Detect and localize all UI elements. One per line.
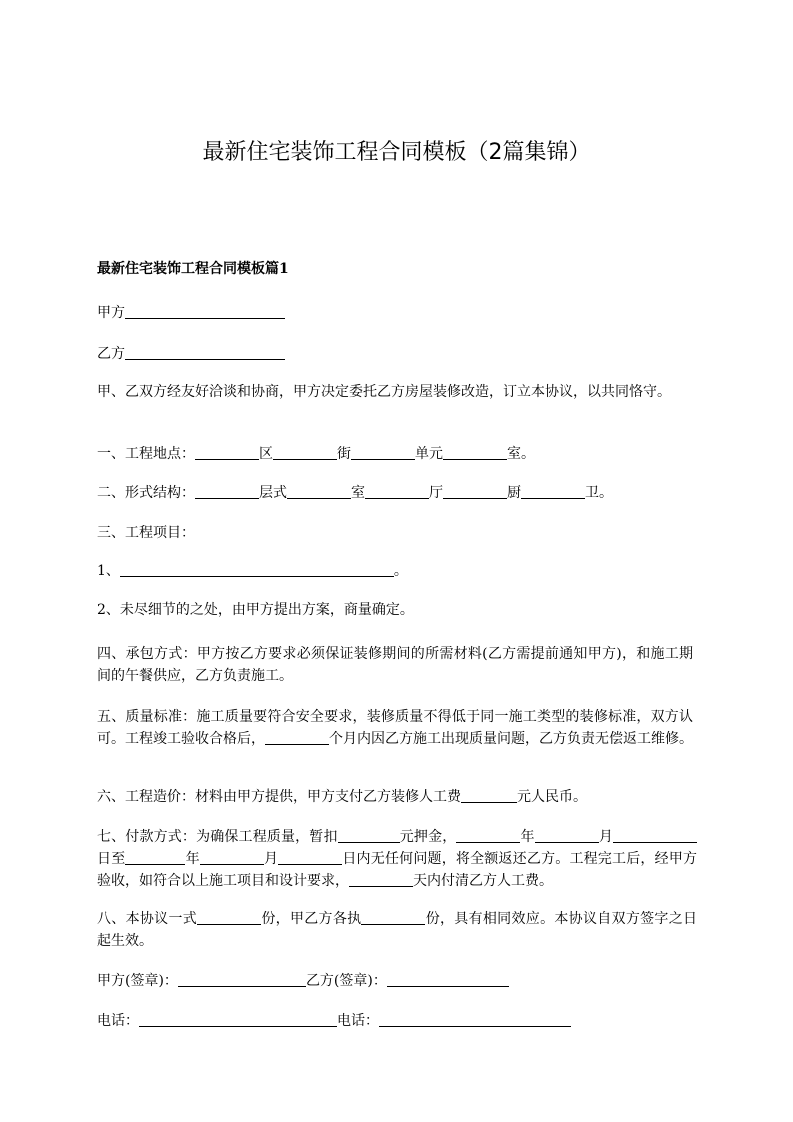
phone-a-blank <box>139 1012 337 1027</box>
clause-item-2: 2、未尽细节的之处，由甲方提出方案，商量确定。 <box>97 602 414 618</box>
blank <box>521 484 585 499</box>
clause-structure-label: 二、形式结构： <box>97 485 195 501</box>
payment-text: 天内付清乙方人工费。 <box>413 873 553 889</box>
payment-text: 元押金， <box>399 829 457 845</box>
phone-line <box>97 1010 697 1032</box>
unit-text: 区 <box>259 446 273 462</box>
blank <box>125 850 185 865</box>
unit-text: 层式 <box>259 485 287 501</box>
signature-a-blank <box>178 972 306 987</box>
blank <box>265 730 329 745</box>
clause-quality <box>97 706 693 750</box>
clause-items-heading: 三、工程项目： <box>97 525 195 541</box>
item-end: 。 <box>393 563 408 579</box>
payment-text: 年 <box>185 851 200 867</box>
clause-contract-mode: 四、承包方式：甲方按乙方要求必须保证装修期间的所需材料(乙方需提前通知甲方)，和施工期间的午餐供应，乙方负责施工。 <box>97 646 693 684</box>
signature-a-label: 甲方(签章)： <box>97 973 178 989</box>
unit-text: 室。 <box>507 446 535 462</box>
copies-text: 八、本协议一式 <box>97 911 198 927</box>
clause-location-label: 一、工程地点： <box>97 446 195 462</box>
phone-a-label: 电话： <box>97 1013 139 1029</box>
blank <box>443 445 507 460</box>
clause-quality-text-2: 个月内因乙方施工出现质量问题，乙方负责无偿返工维修。 <box>329 731 693 747</box>
clause-copies <box>97 908 697 952</box>
blank <box>365 484 429 499</box>
clause-item-1 <box>97 560 697 582</box>
party-b-blank <box>125 345 285 360</box>
payment-text: 年 <box>520 829 535 845</box>
copies-text: 份，具有相同效应。本协议自双方签字之日起生效。 <box>97 911 698 949</box>
document-title: 最新住宅装饰工程合同模板（2篇集锦） <box>202 140 591 165</box>
blank <box>287 484 351 499</box>
blank <box>456 828 520 843</box>
clause-location <box>97 443 697 465</box>
payment-text: 七、付款方式：为确保工程质量，暂扣 <box>97 829 338 845</box>
party-a-line <box>97 302 697 324</box>
phone-b-label: 电话： <box>337 1013 379 1029</box>
party-a-blank <box>125 304 285 319</box>
payment-text: 月 <box>598 829 614 845</box>
blank <box>349 872 413 887</box>
blank <box>461 788 517 803</box>
signature-b-blank <box>387 972 509 987</box>
blank <box>351 445 415 460</box>
clause-cost-text-2: 元人民币。 <box>517 789 587 805</box>
intro-paragraph: 甲、乙双方经友好洽谈和协商，甲方决定委托乙方房屋装修改造，订立本协议，以共同恪守。 <box>97 384 671 400</box>
party-b-line <box>97 343 697 365</box>
signature-line <box>97 970 697 992</box>
payment-text: 日内无任何问题，将全额返还乙方。工程完工后，经甲方验收，如符合以上施工项目和设计要求， <box>97 851 698 889</box>
unit-text: 单元 <box>415 446 443 462</box>
phone-b-blank <box>379 1012 571 1027</box>
clause-quality-text: 五、质量标准：施工质量要符合安全要求，装修质量不得低于同一施工类型的装修标准，双方认可。工程竣工验收合格后， <box>97 709 693 747</box>
clause-payment <box>97 826 697 892</box>
blank <box>273 445 337 460</box>
blank <box>197 910 261 925</box>
unit-text: 厨 <box>507 485 521 501</box>
payment-text: 月 <box>263 851 279 867</box>
blank <box>613 828 697 843</box>
unit-text: 厅 <box>429 485 443 501</box>
blank <box>443 484 507 499</box>
blank <box>120 562 394 577</box>
party-a-label: 甲方 <box>97 305 125 321</box>
section-heading: 最新住宅装饰工程合同模板篇1 <box>97 261 289 277</box>
unit-text: 卫。 <box>585 485 613 501</box>
unit-text: 街 <box>337 446 351 462</box>
blank <box>200 850 264 865</box>
clause-cost-text: 六、工程造价：材料由甲方提供，甲方支付乙方装修人工费 <box>97 789 461 805</box>
party-b-label: 乙方 <box>97 346 125 362</box>
blank <box>535 828 599 843</box>
blank <box>195 484 259 499</box>
payment-text: 日至 <box>97 851 126 867</box>
blank <box>361 910 425 925</box>
clause-cost <box>97 786 697 808</box>
clause-structure <box>97 482 697 504</box>
item-number: 1、 <box>97 563 120 579</box>
unit-text: 室 <box>351 485 365 501</box>
copies-text: 份，甲乙方各执 <box>261 911 362 927</box>
signature-b-label: 乙方(签章)： <box>305 973 387 989</box>
blank <box>195 445 259 460</box>
blank <box>278 850 342 865</box>
blank <box>338 828 400 843</box>
